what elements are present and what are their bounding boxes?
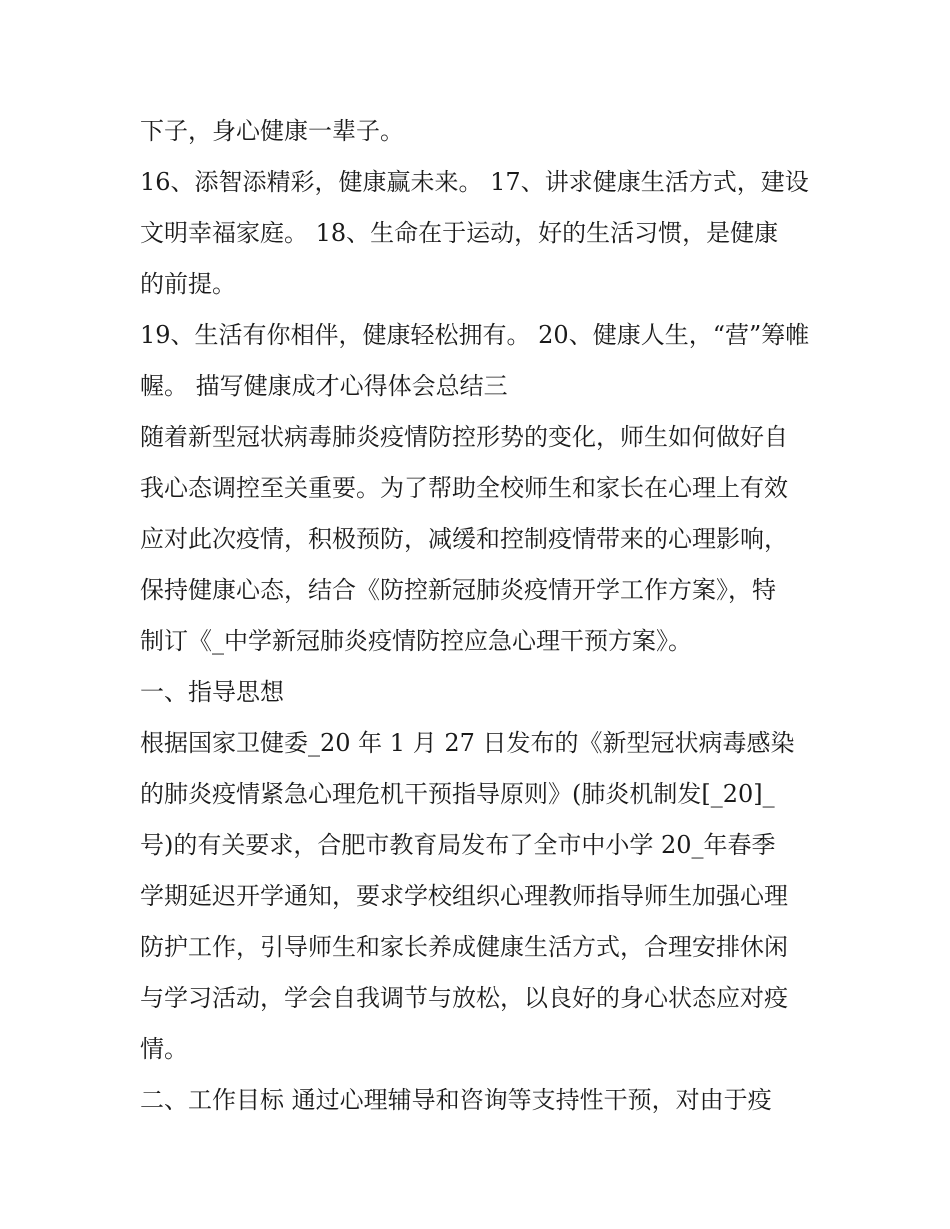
text-line: 随着新型冠状病毒肺炎疫情防控形势的变化，师生如何做好自 [140, 423, 788, 451]
text-line: 应对此次疫情，积极预防，减缓和控制疫情带来的心理影响， [140, 525, 788, 553]
text-line: 16、添智添精彩，健康赢未来。 17、讲求健康生活方式，建设 [140, 168, 809, 196]
text-line: 学期延迟开学通知，要求学校组织心理教师指导师生加强心理 [140, 882, 788, 910]
text-line: 防护工作，引导师生和家长养成健康生活方式，合理安排休闲 [140, 933, 788, 961]
text-line: 文明幸福家庭。 18、生命在于运动，好的生活习惯，是健康 [140, 219, 779, 247]
section-heading: 一、指导思想 [140, 678, 284, 706]
text-line: 制订《_中学新冠肺炎疫情防控应急心理干预方案》。 [140, 627, 692, 655]
text-line: 与学习活动，学会自我调节与放松，以良好的身心状态应对疫 [140, 984, 788, 1012]
text-line: 二、工作目标 通过心理辅导和咨询等支持性干预，对由于疫 [140, 1086, 772, 1114]
text-line: 幄。 描写健康成才心得体会总结三 [140, 372, 508, 400]
text-line: 根据国家卫健委_20 年 1 月 27 日发布的《新型冠状病毒感染 [140, 729, 795, 757]
document-body [140, 106, 820, 1126]
text-line: 的前提。 [140, 270, 236, 298]
text-line: 19、生活有你相伴，健康轻松拥有。 20、健康人生，“营”筹帷 [140, 321, 810, 349]
text-line: 下子，身心健康一辈子。 [140, 117, 404, 145]
text-line: 情。 [140, 1035, 188, 1063]
text-line: 号)的有关要求，合肥市教育局发布了全市中小学 20_年春季 [140, 831, 776, 859]
text-line: 我心态调控至关重要。为了帮助全校师生和家长在心理上有效 [140, 474, 788, 502]
text-line: 保持健康心态，结合《防控新冠肺炎疫情开学工作方案》，特 [140, 576, 776, 604]
text-line: 的肺炎疫情紧急心理危机干预指导原则》(肺炎机制发[_20]_ [140, 780, 775, 808]
